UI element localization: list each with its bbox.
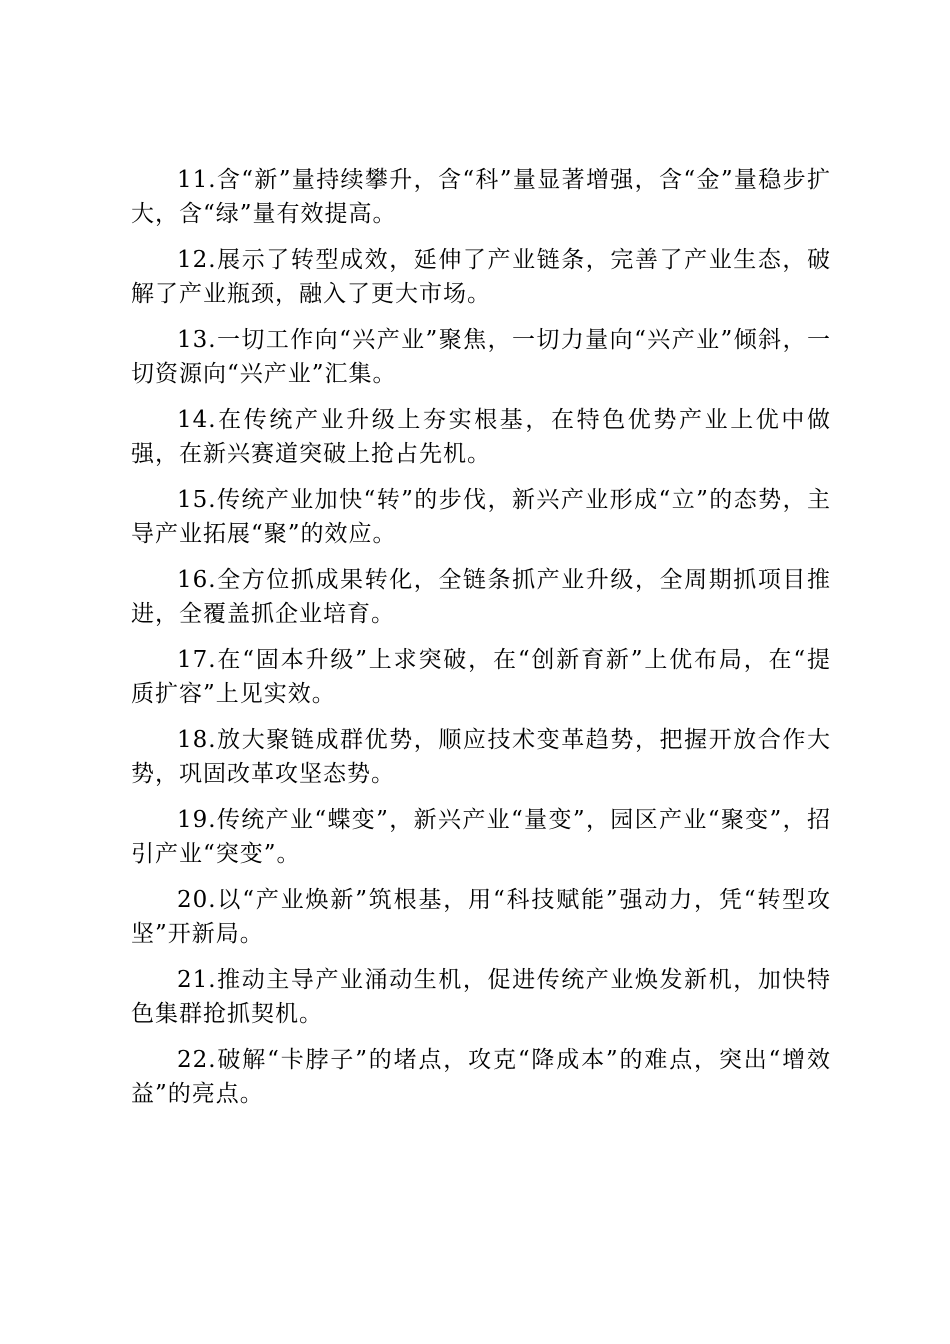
paragraph-15: 15.传统产业加快“转”的步伐，新兴产业形成“立”的态势，主导产业拓展“聚”的效应。 bbox=[131, 487, 831, 547]
paragraph-17: 17.在“固本升级”上求突破，在“创新育新”上优布局，在“提质扩容”上见实效。 bbox=[131, 647, 831, 707]
document-body bbox=[131, 163, 831, 1123]
paragraph-22: 22.破解“卡脖子”的堵点，攻克“降成本”的难点，突出“增效益”的亮点。 bbox=[131, 1047, 831, 1107]
paragraph-13: 13.一切工作向“兴产业”聚焦，一切力量向“兴产业”倾斜，一切资源向“兴产业”汇集。 bbox=[131, 327, 831, 387]
paragraph-12: 12.展示了转型成效，延伸了产业链条，完善了产业生态，破解了产业瓶颈，融入了更大市场。 bbox=[131, 247, 831, 307]
paragraph-21: 21.推动主导产业涌动生机，促进传统产业焕发新机，加快特色集群抢抓契机。 bbox=[131, 967, 831, 1027]
paragraph-14: 14.在传统产业升级上夯实根基，在特色优势产业上优中做强，在新兴赛道突破上抢占先机。 bbox=[131, 407, 831, 467]
paragraph-18: 18.放大聚链成群优势，顺应技术变革趋势，把握开放合作大势，巩固改革攻坚态势。 bbox=[131, 727, 831, 787]
paragraph-19: 19.传统产业“蝶变”，新兴产业“量变”，园区产业“聚变”，招引产业“突变”。 bbox=[131, 807, 831, 867]
paragraph-20: 20.以“产业焕新”筑根基，用“科技赋能”强动力，凭“转型攻坚”开新局。 bbox=[131, 887, 831, 947]
paragraph-16: 16.全方位抓成果转化，全链条抓产业升级，全周期抓项目推进，全覆盖抓企业培育。 bbox=[131, 567, 831, 627]
paragraph-11: 11.含“新”量持续攀升，含“科”量显著增强，含“金”量稳步扩大，含“绿”量有效提高。 bbox=[131, 167, 831, 227]
